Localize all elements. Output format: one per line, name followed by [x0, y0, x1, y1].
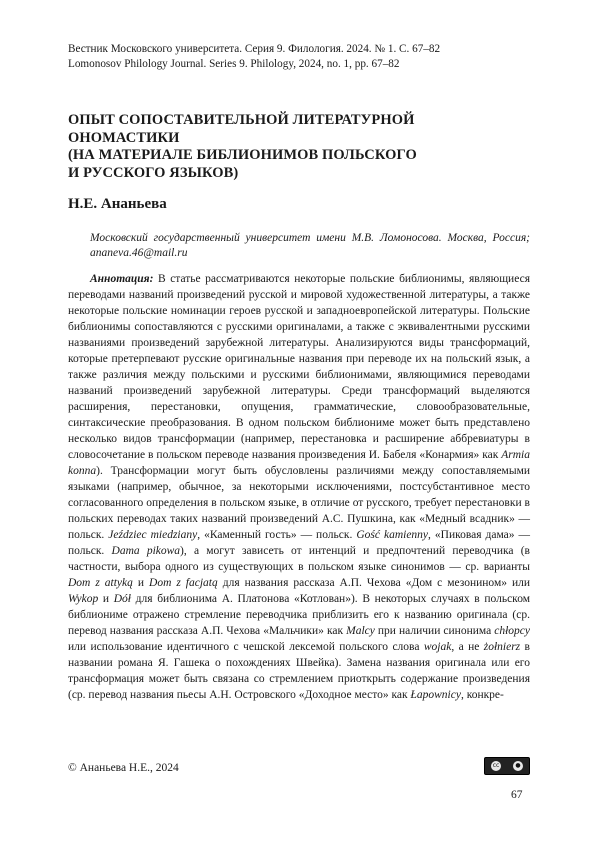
copyright-notice: © Ананьева Н.Е., 2024 [68, 762, 179, 774]
page [68, 42, 530, 703]
polish-word: chłopcy [494, 625, 530, 638]
abstract-text: ), а могут зависеть от интенций и предпочтений переводчика (в частности, выбора одного из существующих в польском языке синонимов — ср. варианты [68, 545, 530, 574]
abstract-text: или использование идентичного с чешской лексемой польского слова [68, 641, 424, 654]
title-line: (НА МАТЕРИАЛЕ БИБЛИОНИМОВ ПОЛЬСКОГО [68, 147, 417, 163]
title-translation: Łapownicy [410, 689, 461, 702]
article-title [68, 112, 530, 182]
abstract-text: , а не [451, 641, 484, 654]
title-translation: Armia konna [68, 449, 530, 478]
abstract-text: , конкре- [460, 689, 504, 702]
title-line: И РУССКОГО ЯЗЫКОВ) [68, 164, 239, 181]
journal-header [68, 42, 530, 72]
cc-circle-icon: cc [492, 762, 500, 769]
journal-line-ru: Вестник Московского университета. Серия 9. Филология. 2024. № 1. С. 67–82 [68, 43, 441, 55]
title-translation: Gość kamienny [356, 529, 429, 542]
title-translation: Dół [113, 593, 131, 606]
polish-word: żołnierz [483, 641, 521, 654]
abstract-text: для библионима А. Платонова «Котлован»). В некоторых случаях в польском библиониме отражено стремление переводчика приблизить его к названию оригинала (ср. перевод названия рассказа А.П. Чехова «Мальчики» как [68, 593, 530, 638]
abstract-text: , «Пиковая дама» — польск. [68, 529, 530, 558]
abstract-text: при наличии синонима [374, 625, 495, 638]
journal-line-en: Lomonosov Philology Journal. Series 9. Philology, 2024, no. 1, pp. 67–82 [68, 58, 400, 70]
page-number: 67 [511, 789, 523, 801]
title-line: ОПЫТ СОПОСТАВИТЕЛЬНОЙ ЛИТЕРАТУРНОЙ [68, 112, 415, 128]
author-name: Н.Е. Ананьева [68, 196, 167, 212]
abstract [68, 271, 530, 703]
title-translation: Dom z facjatą [149, 577, 218, 590]
abstract-text: В статье рассматриваются некоторые польские библионимы, являющиеся переводами названий произведений русской и мировой художественной литературы, а также некоторые польские номинации героев русской и западноевропейской литературы. Польские библионимы сопоставляются с русскими оригиналами, а также с эквивалентными русскими названиями произведений зарубежной литературы. Анализируются виды трансформаций, которые претерпевают русские оригинальные названия при переводе их на польский язык, а также различия между польскими и русскими библионимами, являющимися переводами названий произведений зарубежной литературы. Среди трансформаций выделяются расширения, перестановки, опущения, грамматические, словообразовательные, синтаксические преобразования. В одном польском библиониме может быть представлено несколько видов трансформации (например, перестановка и расширение аббревиатуры в словосочетание в польском переводе названия произведения И. Бабеля «Конармия» как [68, 273, 530, 462]
abstract-text: и [132, 577, 150, 590]
abstract-label: Аннотация: [90, 273, 154, 286]
cc-by-icon [484, 757, 530, 775]
title-translation: Jeździec miedziany [108, 529, 198, 542]
abstract-text: в названии романа Я. Гашека о похождениях Швейка). Замена названия оригинала или его трансформация может быть связана со стремлением приоткрыть содержание произведения (ср. перевод названия пьесы А.Н. Островского «Доходное место» как [68, 641, 530, 702]
by-person-icon: ● [513, 761, 523, 771]
abstract-text: ). Трансформации могут быть обусловлены различиями между сопоставляемыми языками (например, обычное, за некоторыми исключениями, постсубстантивное место согласованного определения в польском языке, в отличие от русского, требует перестановки в польских переводах таких названий произведений А.С. Пушкина, как «Медный всадник» — польск. [68, 465, 530, 542]
title-line: ОНОМАСТИКИ [68, 129, 180, 146]
title-translation: Dom z attyką [68, 577, 133, 590]
abstract-text: для названия рассказа А.П. Чехова «Дом с мезонином» или [217, 577, 530, 590]
abstract-text: , «Каменный гость» — польск. [197, 529, 357, 542]
title-translation: Wykop [68, 593, 99, 606]
abstract-text: и [98, 593, 114, 606]
title-translation: Dama pikowa [111, 545, 181, 558]
polish-word: wojak [423, 641, 452, 654]
author-affiliation: Московский государственный университет имени М.В. Ломоносова. Москва, Россия; ananeva.46@mail.ru [90, 232, 530, 260]
title-translation: Malcy [346, 625, 375, 638]
